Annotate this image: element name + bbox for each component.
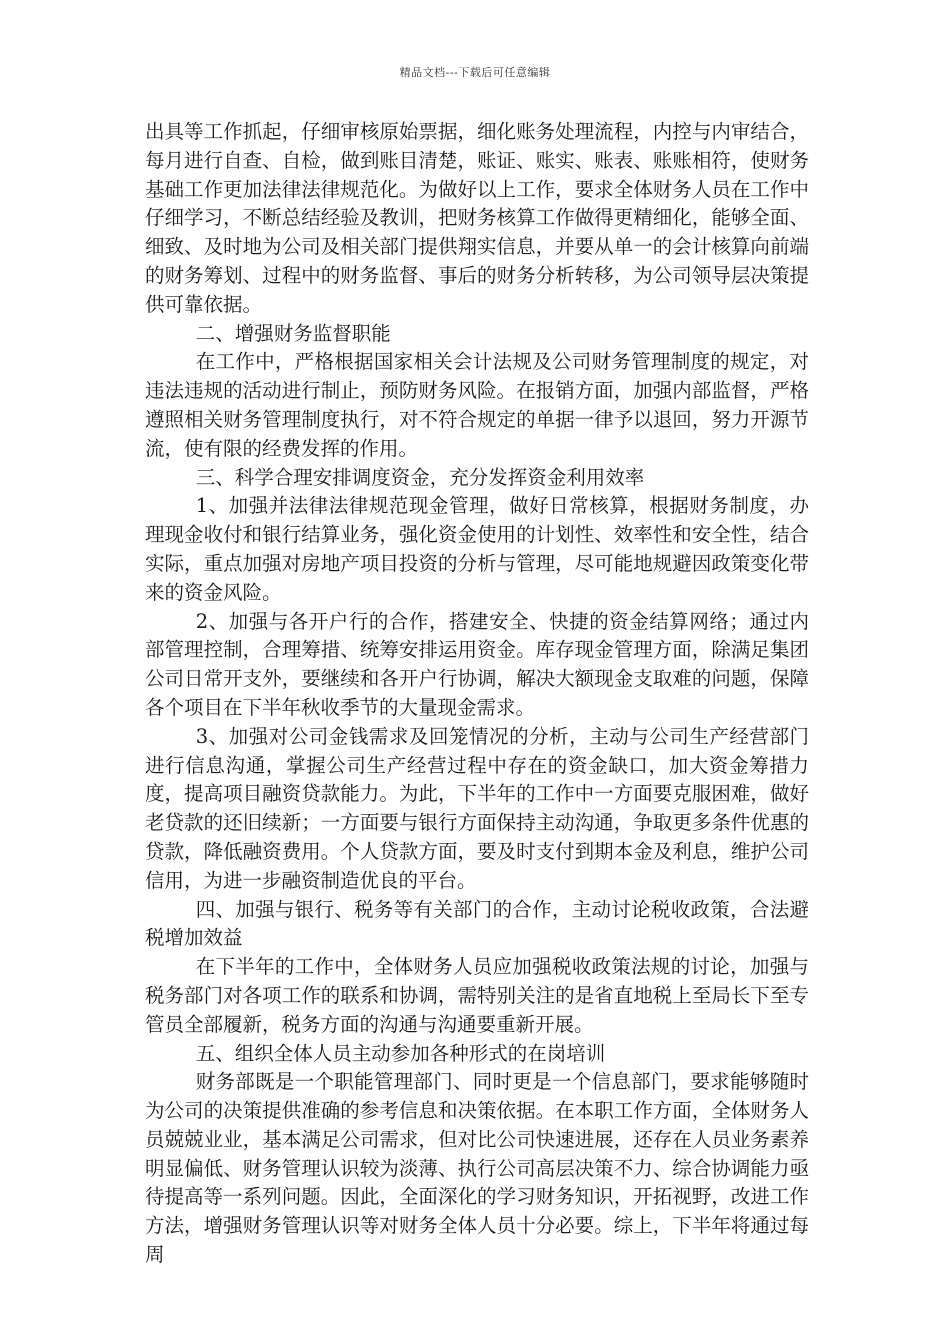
paragraph-funds-3: 3、加强对公司金钱需求及回笼情况的分析，主动与公司生产经营部门进行信息沟通，掌握公司生产经营过程中存在的资金缺口，加大资金筹措力度，提高项目融资贷款能力。为此，下半年的工作中一方面要克服困难，做好老贷款的还旧续新；一方面要与银行方面保持主动沟通，争取更多条件优惠的贷款，降低融资费用。个人贷款方面，要及时支付到期本金及利息，维护公司信用，为进一步融资制造优良的平台。	[145, 724, 809, 892]
document-body	[145, 118, 809, 1270]
paragraph-tax: 在下半年的工作中，全体财务人员应加强税收政策法规的讨论，加强与税务部门对各项工作的联系和协调，需特别关注的是省直地税上至局长下至专管员全部履新，税务方面的沟通与沟通要重新开展。	[145, 955, 809, 1036]
paragraph-funds-2: 2、加强与各开户行的合作，搭建安全、快捷的资金结算网络；通过内部管理控制，合理筹措、统筹安排运用资金。库存现金管理方面，除满足集团公司日常开支外，要继续和各开户行协调，解决大额现金支取难的问题，保障各个项目在下半年秋收季节的大量现金需求。	[145, 609, 809, 719]
section-heading-supervision: 二、增强财务监督职能	[195, 321, 391, 345]
section-heading-training: 五、组织全体人员主动参加各种形式的在岗培训	[195, 1041, 606, 1065]
paragraph-training: 财务部既是一个职能管理部门、同时更是一个信息部门，要求能够随时为公司的决策提供准确的参考信息和决策依据。在本职工作方面，全体财务人员兢兢业业，基本满足公司需求，但对比公司快速进展，还存在人员业务素养明显偏低、财务管理认识较为淡薄、执行公司高层决策不力、综合协调能力亟待提高等一系列问题。因此，全面深化的学习财务知识，开拓视野，改进工作方法，增强财务管理认识等对财务全体人员十分必要。综上，下半年将通过每周	[145, 1070, 809, 1267]
paragraph-funds-1: 1、加强并法律法律规范现金管理，做好日常核算，根据财务制度，办理现金收付和银行结算业务，强化资金使用的计划性、效率性和安全性，结合实际，重点加强对房地产项目投资的分析与管理，尽可能地规避因政策变化带来的资金风险。	[145, 494, 809, 604]
section-heading-tax: 四、加强与银行、税务等有关部门的合作，主动讨论税收政策，合法避税增加效益	[145, 897, 809, 950]
page-header: 精品文档---下载后可任意编辑	[399, 66, 551, 79]
paragraph-intro: 出具等工作抓起，仔细审核原始票据，细化账务处理流程，内控与内审结合，每月进行自查、自检，做到账目清楚，账证、账实、账表、账账相符，使财务基础工作更加法律法律规范化。为做好以上工作，要求全体财务人员在工作中仔细学习，不断总结经验及教训，把财务核算工作做得更精细化，能够全面、细致、及时地为公司及相关部门提供翔实信息，并要从单一的会计核算向前端的财务筹划、过程中的财务监督、事后的财务分析转移，为公司领导层决策提供可靠依据。	[145, 120, 809, 316]
section-heading-funds: 三、科学合理安排调度资金，充分发挥资金利用效率	[195, 465, 645, 489]
paragraph-supervision: 在工作中，严格根据国家相关会计法规及公司财务管理制度的规定，对违法违规的活动进行制止，预防财务风险。在报销方面，加强内部监督，严格遵照相关财务管理制度执行，对不符合规定的单据一律予以退回，努力开源节流，使有限的经费发挥的作用。	[145, 350, 809, 460]
